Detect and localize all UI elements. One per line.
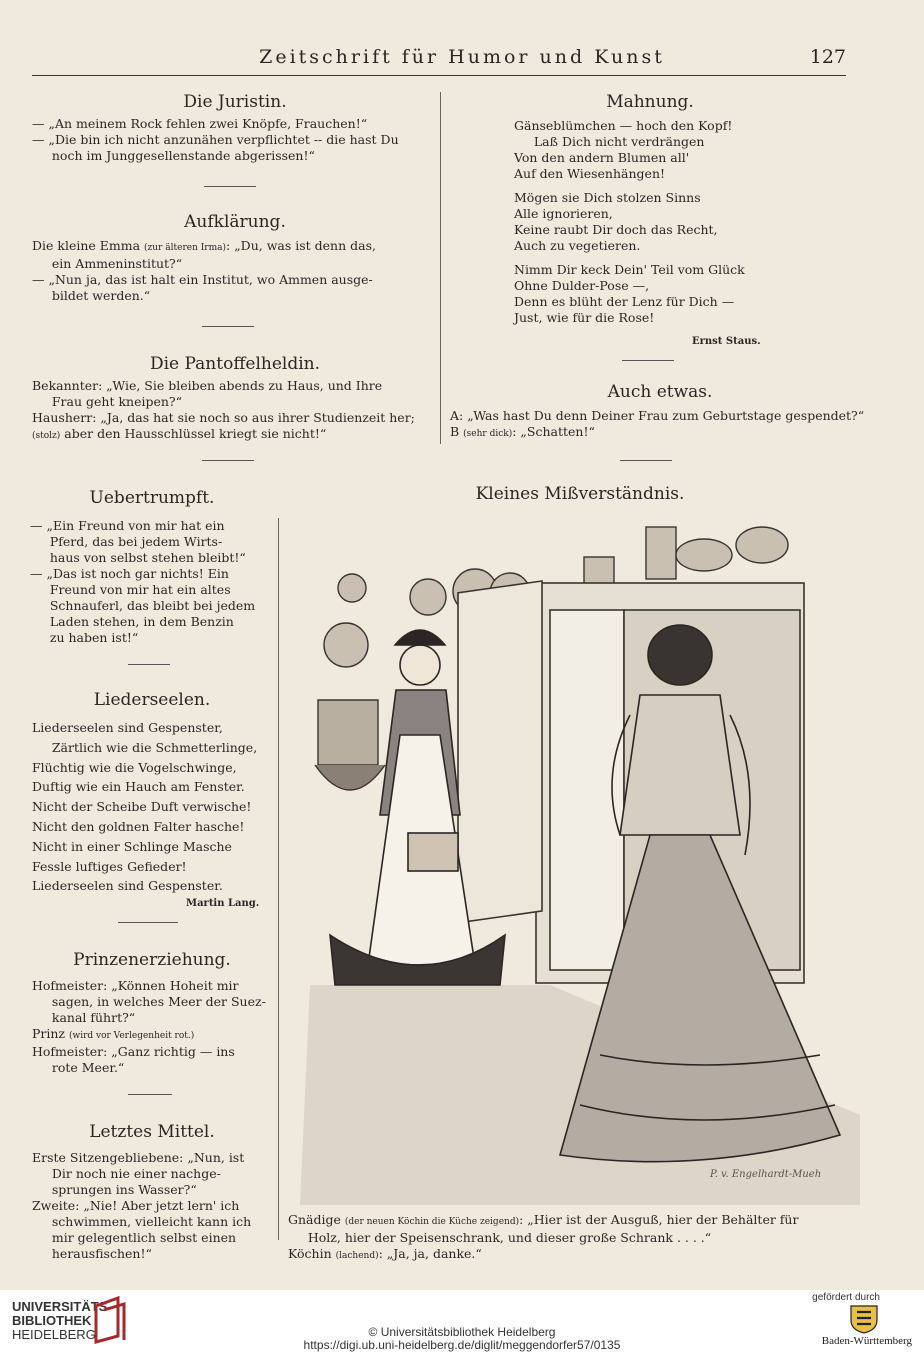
state-coat-of-arms-icon <box>847 1304 881 1334</box>
separator <box>202 326 254 327</box>
author-mahnung: Ernst Staus. <box>692 336 761 347</box>
heading-uebertrumpft: Uebertrumpft. <box>89 488 215 508</box>
separator <box>620 460 672 461</box>
text-juristin: — „An meinem Rock fehlen zwei Knöpfe, Frauchen!“ — „Die bin ich nicht anzunähen verpflichtet -- die hast Du noch im Junggesellenstande abgerissen!“ <box>32 116 399 163</box>
text-auch-etwas: A: „Was hast Du denn Deiner Frau zum Geburtstage gespendet?“ B (sehr dick): „Schatten!“ <box>450 408 865 439</box>
heading-prinzenerziehung: Prinzenerziehung. <box>73 950 231 970</box>
library-logo-text[interactable]: UNIVERSITÄTS- BIBLIOTHEK HEIDELBERG <box>12 1299 112 1342</box>
separator <box>202 460 254 461</box>
separator <box>118 922 178 923</box>
permalink[interactable]: https://digi.ub.uni-heidelberg.de/diglit/meggendorfer57/0135 <box>303 1338 621 1352</box>
column-divider-lower <box>278 518 279 1240</box>
copyright: © Universitätsbibliothek Heidelberg <box>368 1325 556 1339</box>
header-rule <box>32 75 846 76</box>
artist-signature: P. v. Engelhardt-Mueh <box>710 1169 822 1180</box>
heading-juristin: Die Juristin. <box>183 92 287 112</box>
author-liederseelen: Martin Lang. <box>186 898 260 909</box>
heading-auch-etwas: Auch etwas. <box>607 382 713 402</box>
separator <box>204 186 256 187</box>
poem-liederseelen: Liederseelen sind Gespenster, Zärtlich wie die Schmetterlinge, Flüchtig wie die Vogelschwinge, Duftig wie ein Hauch am Fenster. Nicht der Scheibe Duft verwische! Nicht den goldnen Falter hasche! Nicht in einer Schlinge Masche Fessle luftiges Gefieder! Liederseelen sind Gespenster. <box>32 720 258 894</box>
heading-letztes-mittel: Letztes Mittel. <box>89 1122 215 1142</box>
text-pantoffelheldin: Bekannter: „Wie, Sie bleiben abends zu Haus, und Ihre Frau geht kneipen?“ Hausherr: „Ja, das hat sie noch so aus ihrer Studienzeit her; (stolz) aber den Hausschlüssel kriegt sie nicht!“ <box>32 378 415 441</box>
journal-title: Zeitschrift für Humor und Kunst <box>259 46 665 68</box>
text-prinzenerziehung: Hofmeister: „Können Hoheit mir sagen, in welches Meer der Suez- kanal führt?“ Prinz (wird vor Verlegenheit rot.) Hofmeister: „Ganz richtig — ins rote Meer.“ <box>32 978 266 1075</box>
column-divider <box>440 92 441 444</box>
page-number: 127 <box>809 46 846 68</box>
heading-pantoffelheldin: Die Pantoffelheldin. <box>149 354 321 374</box>
heading-liederseelen: Liederseelen. <box>93 690 211 710</box>
heading-mahnung: Mahnung. <box>606 92 694 112</box>
separator <box>128 664 170 665</box>
separator <box>128 1094 172 1095</box>
text-letztes-mittel: Erste Sitzengebliebene: „Nun, ist Dir noch nie einer nachge- sprungen ins Wasser?“ Zweite: „Nie! Aber jetzt lern' ich schwimmen, vielleicht kann ich mir gelegentlich selbst einen herausfischen!“ <box>32 1150 252 1261</box>
heading-missverstaendnis: Kleines Mißverständnis. <box>475 484 685 504</box>
heading-aufklaerung: Aufklärung. <box>184 212 286 232</box>
funded-by: gefördert durch <box>812 1292 880 1303</box>
text-uebertrumpft: — „Ein Freund von mir hat ein Pferd, das bei jedem Wirts- haus von selbst stehen bleibt!“ — „Das ist noch gar nichts! Ein Freund von mir hat ein altes Schnauferl, das bleibt bei jedem Laden stehen, in dem Benzin zu haben ist!“ <box>30 518 256 645</box>
text-aufklaerung: Die kleine Emma (zur älteren Irma): „Du, was ist denn das, ein Ammeninstitut?“ — „Nun ja, das ist halt ein Institut, wo Ammen ausge- bildet werden.“ <box>32 238 376 303</box>
illustration-kitchen <box>300 515 860 1205</box>
separator <box>622 360 674 361</box>
caption-missverstaendnis: Gnädige (der neuen Köchin die Küche zeigend): „Hier ist der Ausguß, hier der Behälter für Holz, hier der Speisenschrank, und dieser große Schrank . . . .“ Köchin (lachend): „Ja, ja, danke.“ <box>288 1212 799 1261</box>
poem-mahnung: Gänseblümchen — hoch den Kopf! Laß Dich nicht verdrängen Von den andern Blumen all' Auf den Wiesenhängen! Mögen sie Dich stolzen Sinns Alle ignorieren, Keine raubt Dir doch das Recht, Auch zu vegetieren. Nimm Dir keck Dein' Teil vom Glück Ohne Dulder-Pose —, Denn es blüht der Lenz für Dich — Just, wie für die Rose! <box>514 118 745 325</box>
state-name: Baden-Württemberg <box>821 1335 912 1347</box>
